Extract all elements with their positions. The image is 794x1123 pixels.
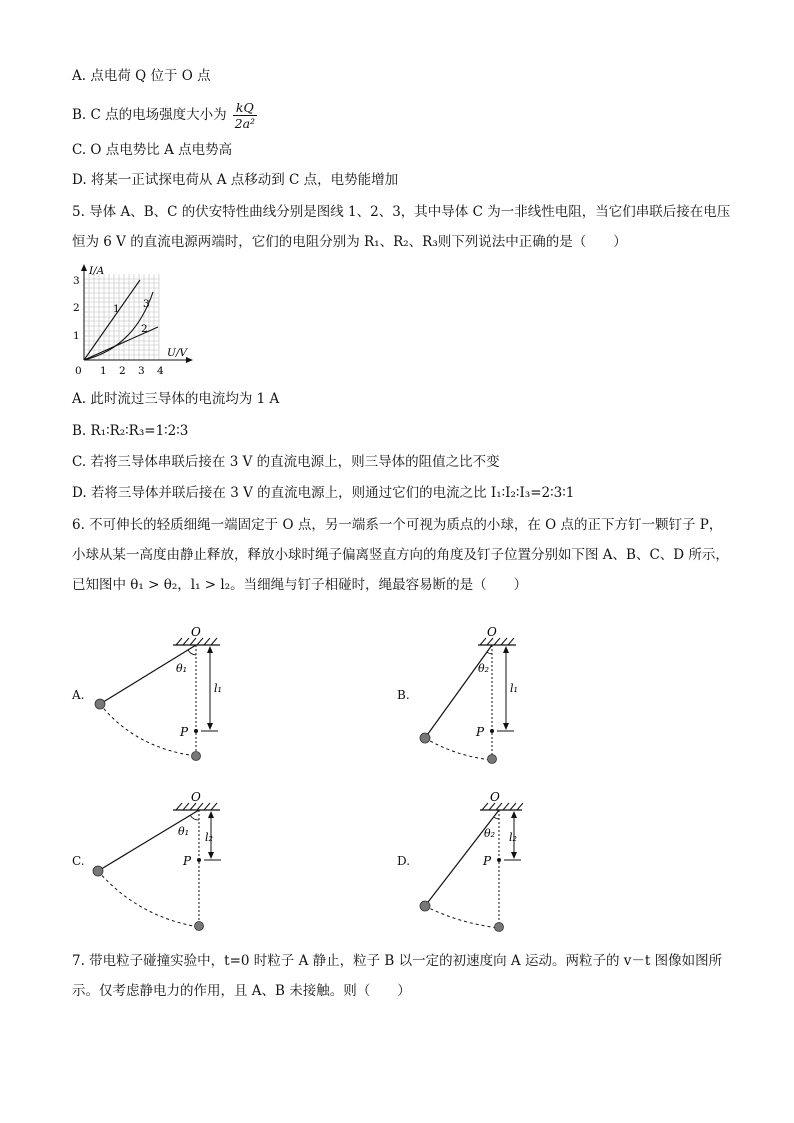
nail-p [490, 729, 494, 733]
q6-stem: 6. 不可伸长的轻质细绳一端固定于 O 点，另一端系一个可视为质点的小球，在 O 点的正下方钉一颗钉子 P，小球从某一高度由静止释放，释放小球时绳子偏离竖直方向的角度及钉子位置分别如下图 A、B、C、D 所示，已知图中 θ₁ > θ₂，l₁ > l₂。当细绳与钉子相碰时，绳最容易断的是（ ） [72, 517, 729, 593]
q4-option-d: D. 将某一正试探电荷从 A 点移动到 C 点，电势能增加 [72, 172, 399, 188]
nail-p-label: P [180, 725, 189, 739]
x-tick-2: 2 [119, 365, 126, 377]
ball-start [93, 866, 103, 876]
origin-label: 0 [75, 365, 82, 377]
length-label: l₁ [510, 682, 518, 695]
nail-p-label: P [476, 725, 485, 739]
length-label: l₂ [205, 831, 213, 844]
q4-option-b [72, 100, 257, 131]
y-axis-label: I/A [89, 265, 105, 277]
graph-grid [84, 274, 159, 360]
y-tick-1: 1 [73, 330, 80, 342]
curve-3-label: 3 [143, 298, 150, 310]
q7-stem: 7. 带电粒子碰撞实验中，t=0 时粒子 A 静止，粒子 B 以一定的初速度向 A 运动。两粒子的 v－t 图像如图所示。仅考虑静电力的作用，且 A、B 未接触。则（ ） [72, 953, 723, 999]
nail-p [194, 729, 198, 733]
ball-start [420, 733, 430, 743]
pendulum-diagram-c [90, 785, 230, 935]
q5-option-b: B. R₁∶R₂∶R₃=1∶2∶3 [72, 423, 189, 439]
pendulum-diagram-a [90, 620, 230, 770]
diagram-a-label: A. [72, 688, 85, 702]
angle-label: θ₁ [176, 662, 188, 675]
q4-option-a: A. 点电荷 Q 位于 O 点 [72, 68, 211, 84]
q5-option-a: A. 此时流过三导体的电流均为 1 A [72, 391, 280, 407]
diagram-c-label: C. [72, 854, 85, 868]
x-tick-1: 1 [100, 365, 107, 377]
pendulum-diagram-b [410, 620, 550, 770]
fraction-denominator: 2a² [234, 116, 256, 131]
pivot-o-label: O [191, 625, 201, 639]
nail-p-label: P [183, 854, 192, 868]
length-label: l₂ [509, 831, 517, 844]
angle-label: θ₂ [478, 662, 490, 675]
q5-option-c: C. 若将三导体串联后接在 3 V 的直流电源上，则三导体的阻值之比不变 [72, 454, 500, 470]
pivot-o-label: O [490, 790, 500, 804]
diagram-d-label: D. [397, 854, 411, 868]
pendulum-diagram-d [410, 785, 550, 935]
x-tick-4: 4 [157, 365, 164, 377]
pivot-o-label: O [191, 790, 201, 804]
x-tick-3: 3 [138, 365, 145, 377]
nail-p [197, 858, 201, 862]
field-strength-fraction [233, 100, 257, 131]
nail-p [497, 858, 501, 862]
length-label: l₁ [214, 682, 222, 695]
q5-stem: 5. 导体 A、B、C 的伏安特性曲线分别是图线 1、2、3，其中导体 C 为一非线性电阻，当它们串联后接在电压恒为 6 V 的直流电源两端时，它们的电阻分别为 R₁、R₂、R₃则下列说法中正确的是（ ） [72, 204, 731, 250]
pivot-o-label: O [487, 625, 497, 639]
fraction-numerator: kQ [233, 100, 257, 116]
ball-start [420, 901, 430, 911]
ball-end [495, 923, 504, 932]
ball-end [488, 755, 497, 764]
angle-label: θ₁ [178, 825, 190, 838]
diagram-b-label: B. [397, 688, 410, 702]
curve-2-label: 2 [141, 323, 148, 335]
y-axis-arrow [81, 264, 87, 271]
x-axis-label: U/V [167, 347, 187, 359]
nail-p-label: P [483, 854, 492, 868]
y-tick-2: 2 [73, 302, 80, 314]
iv-graph [70, 262, 200, 377]
x-axis-arrow [186, 357, 193, 363]
y-tick-3: 3 [73, 275, 80, 287]
ball-end [195, 922, 204, 931]
ball-end [192, 752, 201, 761]
q4-option-b-text: B. C 点的电场强度大小为 [72, 107, 227, 123]
curve-1-label: 1 [113, 303, 120, 315]
angle-label: θ₂ [484, 827, 496, 840]
q4-option-c: C. O 点电势比 A 点电势高 [72, 142, 233, 158]
q5-option-d: D. 若将三导体并联后接在 3 V 的直流电源上，则通过它们的电流之比 I₁∶I₂∶I₃=2∶3∶1 [72, 485, 575, 501]
ball-start [95, 699, 105, 709]
